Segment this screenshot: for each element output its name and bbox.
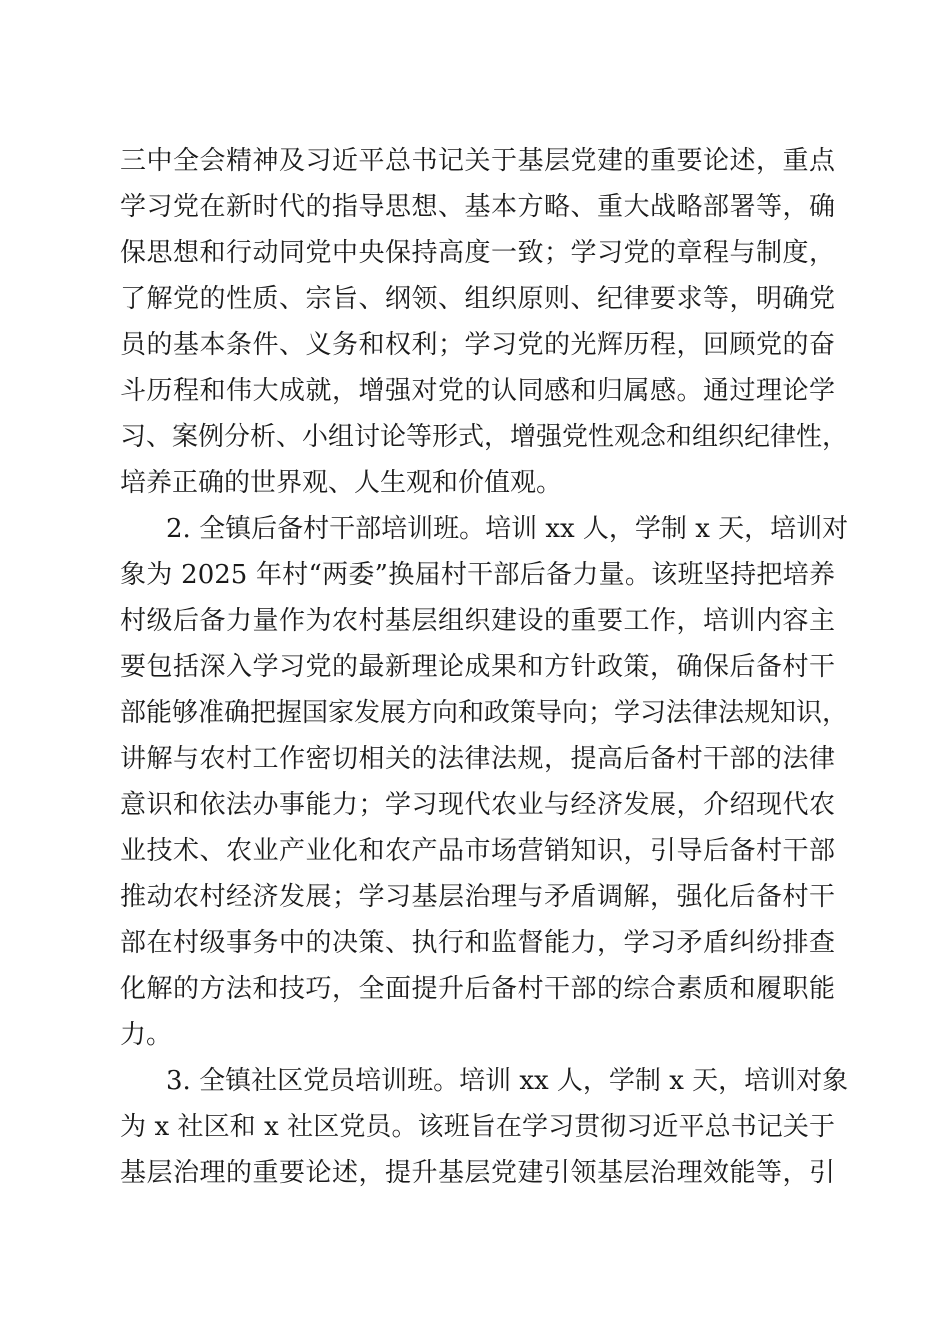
- text-line: 讲解与农村工作密切相关的法律法规，提高后备村干部的法律: [120, 744, 835, 774]
- text-line: 习、案例分析、小组讨论等形式，增强党性观念和组织纪律性，: [120, 422, 849, 452]
- paragraph-2-heading-line: 2. 全镇后备村干部培训班。培训 xx 人，学制 x 天，培训对: [166, 514, 849, 544]
- text-line: 业技术、农业产业化和农产品市场营销知识，引导后备村干部: [120, 836, 835, 866]
- paragraph-3-heading-line: 3. 全镇社区党员培训班。培训 xx 人，学制 x 天，培训对象: [166, 1066, 849, 1096]
- text-line: 意识和依法办事能力；学习现代农业与经济发展，介绍现代农: [120, 790, 835, 820]
- text-line: 为 x 社区和 x 社区党员。该班旨在学习贯彻习近平总书记关于: [120, 1112, 835, 1142]
- text-line: 学习党在新时代的指导思想、基本方略、重大战略部署等，确: [120, 192, 835, 222]
- text-line: 斗历程和伟大成就，增强对党的认同感和归属感。通过理论学: [120, 376, 835, 406]
- text-line: 部在村级事务中的决策、执行和监督能力，学习矛盾纠纷排查: [120, 928, 835, 958]
- text-line: 要包括深入学习党的最新理论成果和方针政策，确保后备村干: [120, 652, 835, 682]
- text-line: 化解的方法和技巧，全面提升后备村干部的综合素质和履职能: [120, 974, 835, 1004]
- text-line: 了解党的性质、宗旨、纲领、组织原则、纪律要求等，明确党: [120, 284, 835, 314]
- text-line: 力。: [120, 1020, 173, 1050]
- text-line: 象为 2025 年村“两委”换届村干部后备力量。该班坚持把培养: [120, 560, 835, 590]
- text-line: 部能够准确把握国家发展方向和政策导向；学习法律法规知识，: [120, 698, 849, 728]
- text-line: 三中全会精神及习近平总书记关于基层党建的重要论述，重点: [120, 146, 835, 176]
- text-line: 员的基本条件、义务和权利；学习党的光辉历程，回顾党的奋: [120, 330, 835, 360]
- text-line: 培养正确的世界观、人生观和价值观。: [120, 468, 563, 498]
- text-line: 村级后备力量作为农村基层组织建设的重要工作，培训内容主: [120, 606, 835, 636]
- text-line: 基层治理的重要论述，提升基层党建引领基层治理效能等，引: [120, 1158, 835, 1188]
- text-line: 推动农村经济发展；学习基层治理与矛盾调解，强化后备村干: [120, 882, 835, 912]
- text-line: 保思想和行动同党中央保持高度一致；学习党的章程与制度，: [120, 238, 835, 268]
